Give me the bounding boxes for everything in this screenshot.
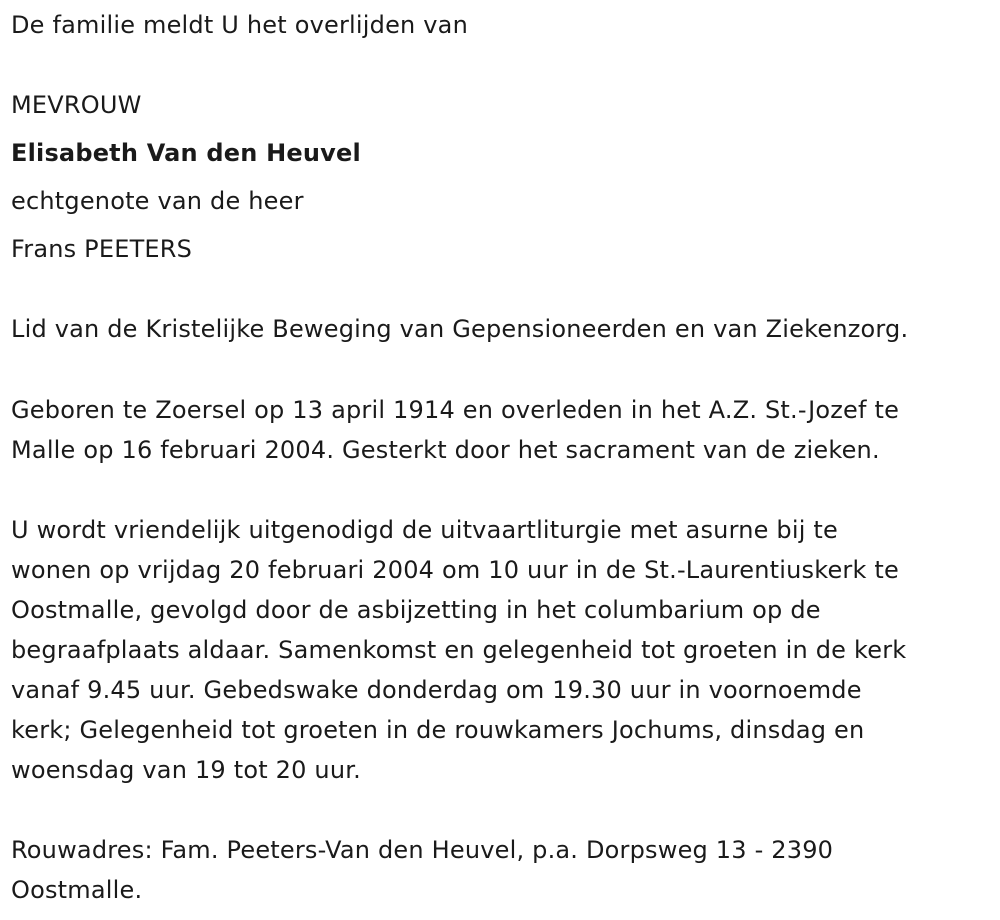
funeral-paragraph <box>11 510 996 790</box>
address-line-2: Oostmalle. <box>11 876 143 904</box>
funeral-line-6: kerk; Gelegenheid tot groeten in de rouwkamers Jochums, dinsdag en <box>11 716 865 744</box>
funeral-line-4: begraafplaats aldaar. Samenkomst en gelegenheid tot groeten in de kerk <box>11 636 907 664</box>
address-line-1: Rouwadres: Fam. Peeters-Van den Heuvel, p.a. Dorpsweg 13 - 2390 <box>11 836 834 864</box>
spouse-line-2: Frans PEETERS <box>11 235 193 263</box>
funeral-line-1: U wordt vriendelijk uitgenodigd de uitvaartliturgie met asurne bij te <box>11 516 838 544</box>
title-text: MEVROUW <box>11 91 142 119</box>
funeral-line-5: vanaf 9.45 uur. Gebedswake donderdag om 19.30 uur in voornoemde <box>11 676 862 704</box>
birth-death-paragraph <box>11 390 996 470</box>
membership-text: Lid van de Kristelijke Beweging van Gepensioneerden en van Ziekenzorg. <box>11 315 909 343</box>
birth-death-line-1: Geboren te Zoersel op 13 april 1914 en overleden in het A.Z. St.-Jozef te <box>11 396 900 424</box>
address-paragraph <box>11 830 996 910</box>
birth-death-line-2: Malle op 16 februari 2004. Gesterkt door het sacrament van de zieken. <box>11 436 880 464</box>
deceased-name: Elisabeth Van den Heuvel <box>11 139 361 167</box>
intro-text: De familie meldt U het overlijden van <box>11 11 468 39</box>
funeral-line-2: wonen op vrijdag 20 februari 2004 om 10 uur in de St.-Laurentiuskerk te <box>11 556 899 584</box>
funeral-line-7: woensdag van 19 tot 20 uur. <box>11 756 361 784</box>
spouse-line-1: echtgenote van de heer <box>11 187 304 215</box>
funeral-line-3: Oostmalle, gevolgd door de asbijzetting in het columbarium op de <box>11 596 821 624</box>
